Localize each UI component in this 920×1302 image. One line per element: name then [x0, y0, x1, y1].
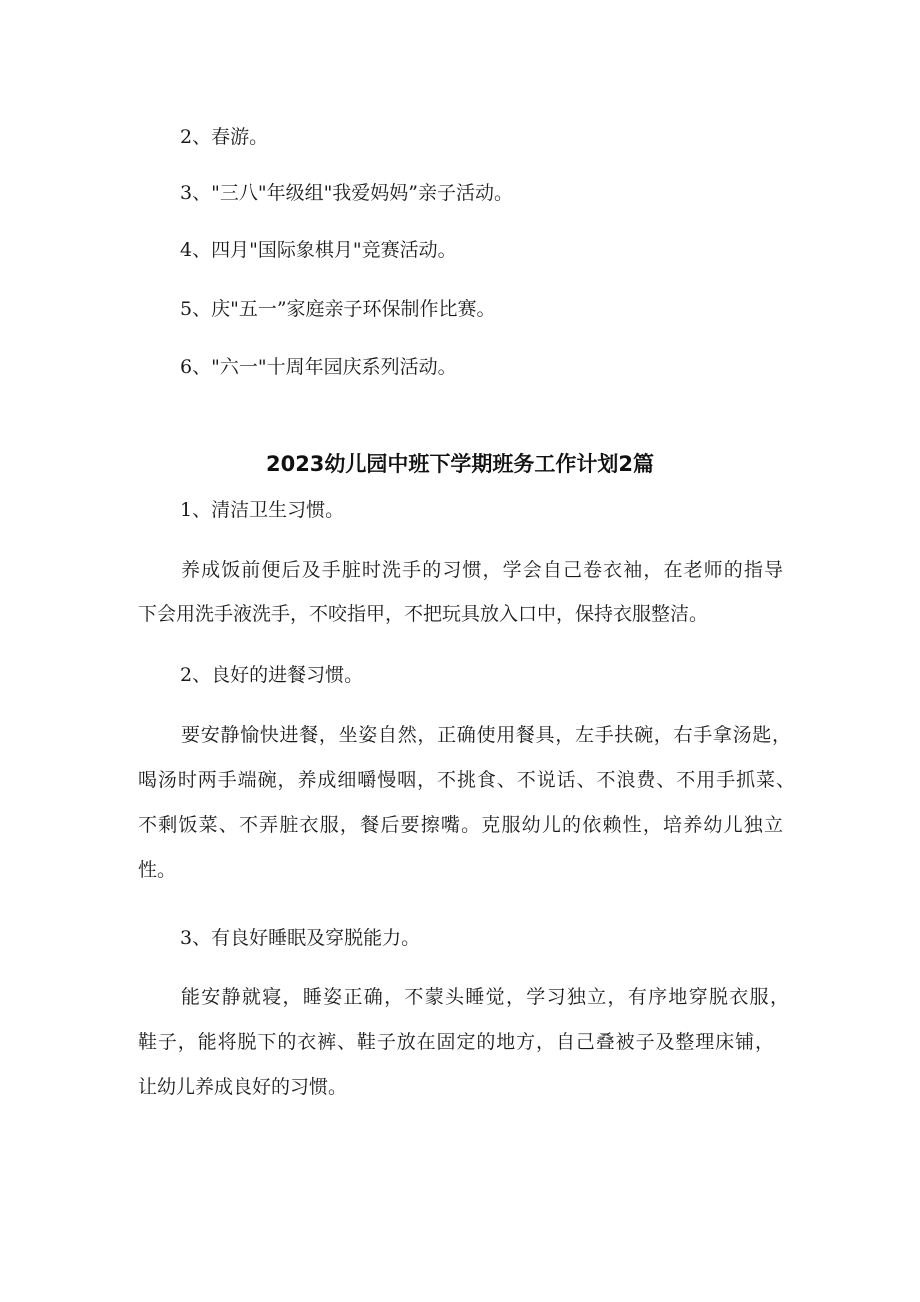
- paragraph-line: 性。: [138, 859, 177, 881]
- paragraph-line: 不剩饭菜、不弄脏衣服，餐后要擦嘴。克服幼儿的依赖性，培养幼儿独立: [138, 814, 783, 836]
- section-heading: 2、良好的进餐习惯。: [180, 664, 364, 686]
- activity-item: 2、春游。: [180, 126, 269, 148]
- paragraph-line: 鞋子，能将脱下的衣裤、鞋子放在固定的地方，自己叠被子及整理床铺，: [138, 1031, 774, 1053]
- activity-item: 5、庆"五一”家庭亲子环保制作比赛。: [180, 298, 496, 320]
- activity-item: 3、"三八"年级组"我爱妈妈”亲子活动。: [180, 182, 514, 204]
- activity-item: 6、"六一"十周年园庆系列活动。: [180, 356, 457, 378]
- document-title: 2023幼儿园中班下学期班务工作计划2篇: [265, 452, 655, 476]
- paragraph-line: 养成饭前便后及手脏时洗手的习惯，学会自己卷衣袖，在老师的指导: [181, 559, 783, 581]
- paragraph-line: 喝汤时两手端碗，养成细嚼慢咽，不挑食、不说话、不浪费、不用手抓菜、: [138, 769, 795, 791]
- paragraph-line: 下会用洗手液洗手，不咬指甲，不把玩具放入口中，保持衣服整洁。: [138, 603, 709, 625]
- activity-item: 4、四月"国际象棋月"竞赛活动。: [180, 239, 457, 261]
- section-heading: 3、有良好睡眠及穿脱能力。: [180, 927, 421, 949]
- paragraph-line: 让幼儿养成良好的习惯。: [138, 1076, 348, 1098]
- paragraph-line: 要安静愉快进餐，坐姿自然，正确使用餐具，左手扶碗，右手拿汤匙，: [181, 724, 791, 746]
- section-heading: 1、清洁卫生习惯。: [180, 499, 345, 521]
- paragraph-line: 能安静就寝，睡姿正确，不蒙头睡觉，学习独立，有序地穿脱衣服，: [181, 986, 789, 1008]
